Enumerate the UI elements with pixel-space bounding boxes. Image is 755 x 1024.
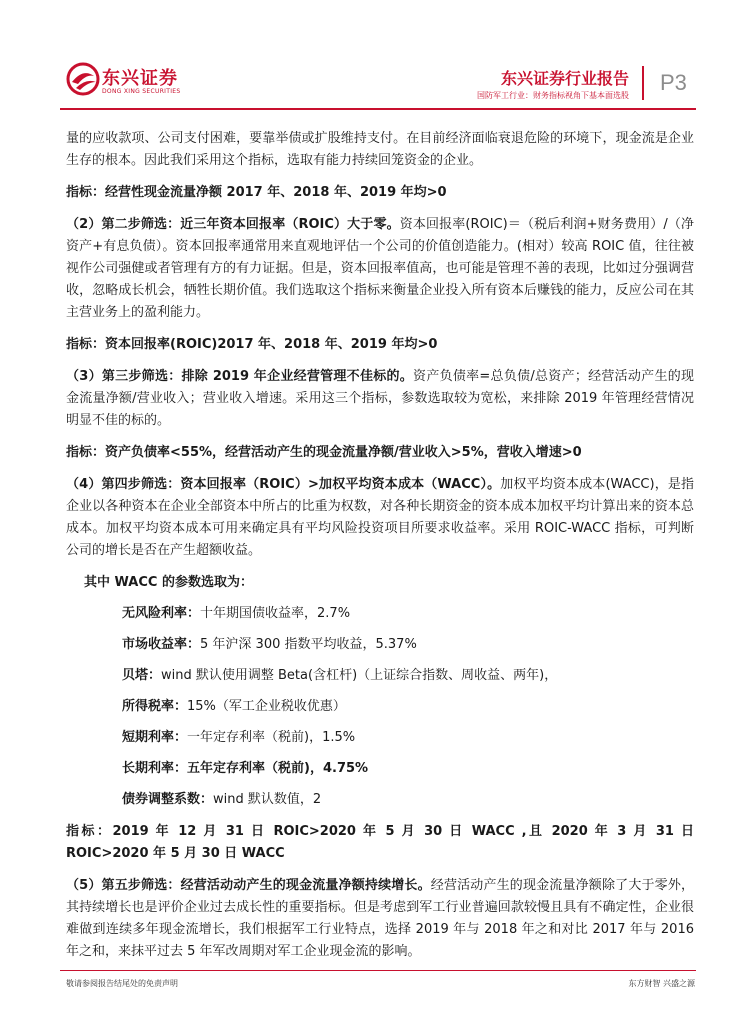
step-3-paragraph (66, 366, 694, 432)
param-label: 市场收益率： (122, 637, 201, 652)
param-beta (66, 665, 694, 687)
step-2-heading: （2）第二步筛选：近三年资本回报率（ROIC）大于零。 (66, 217, 400, 232)
step-4-heading: （4）第四步筛选：资本回报率（ROIC）>加权平均资本成本（WACC）。 (66, 477, 501, 492)
logo-name: 东兴证券 (102, 68, 178, 89)
param-value: 15%（军工企业税收优惠） (187, 699, 346, 714)
step-4-paragraph (66, 474, 694, 562)
param-bond-adjust (66, 789, 694, 811)
param-market-return (66, 634, 694, 656)
header-divider (642, 66, 644, 100)
footer-disclaimer: 敬请参阅报告结尾处的免责声明 (66, 979, 178, 988)
indicator-3: 指标：资产负债率<55%，经营活动产生的现金流量净额/营业收入>5%，营收入增速>0 (66, 445, 582, 460)
param-tax-rate (66, 696, 694, 718)
paragraph-cashflow: 量的应收款项、公司支付困难，要靠举债或扩股维持支付。在目前经济面临衰退危险的环境下，现金流是企业生存的根本。因此我们采用这个指标，选取有能力持续回笼资金的企业。 (66, 131, 694, 168)
indicator-4: 指标：2019 年 12 月 31 日 ROIC>2020 年 5 月 30 日 WACC ,且 2020 年 3 月 31 日 ROIC>2020 年 5 月 30 日 WACC (66, 824, 694, 861)
step-3-heading: （3）第三步筛选：排除 2019 年企业经营管理不佳标的。 (66, 369, 414, 384)
param-label: 短期利率： (122, 730, 188, 745)
param-value: 一年定存利率（税前)，1.5% (187, 730, 356, 745)
param-long-rate (66, 758, 694, 780)
page-number: P3 (660, 70, 687, 95)
param-label: 债券调整系数： (122, 792, 214, 807)
param-value: 十年期国债收益率，2.7% (200, 606, 351, 621)
footer-slogan: 东方财智 兴盛之源 (628, 979, 695, 988)
indicator-2: 指标：资本回报率(ROIC)2017 年、2018 年、2019 年均>0 (66, 337, 438, 352)
param-label: 所得税率： (122, 699, 188, 714)
document-body (66, 128, 694, 963)
step-2-paragraph (66, 214, 694, 324)
wacc-params-list (66, 603, 694, 811)
param-risk-free (66, 603, 694, 625)
param-short-rate (66, 727, 694, 749)
wacc-params-intro: 其中 WACC 的参数选取为： (84, 575, 253, 590)
param-label: 无风险利率： (122, 606, 201, 621)
footer-rule (60, 970, 696, 971)
indicator-1: 指标：经营性现金流量净额 2017 年、2018 年、2019 年均>0 (66, 185, 447, 200)
param-value: wind 默认使用调整 Beta(含杠杆)（上证综合指数、周收益、两年)， (161, 668, 558, 683)
step-5-heading: （5）第五步筛选：经营活动动产生的现金流量净额持续增长。 (66, 878, 431, 893)
report-subtitle: 国防军工行业：财务指标视角下基本面选股 (477, 91, 629, 100)
param-value: 五年定存利率（税前)，4.75% (187, 761, 369, 776)
param-value: wind 默认数值，2 (213, 792, 322, 807)
param-value: 5 年沪深 300 指数平均收益，5.37% (200, 637, 417, 652)
logo-subtitle: DONG XING SECURITIES (102, 88, 181, 95)
param-label: 长期利率： (122, 761, 188, 776)
step-4-text: 加权平均资本成本(WACC)，是指企业以各种资本在企业全部资本中所占的比重为权数，对各种长期资金的资本成本加权平均计算出来的资本总成本。加权平均资本成本可用来确定具有平均风险投资项目所要求收益率。采用 ROIC-WACC 指标，可判断公司的增长是否在产生超额收益。 (66, 477, 694, 558)
report-title: 东兴证券行业报告 (500, 69, 629, 88)
header-rule (60, 108, 696, 110)
step-2-text: 资本回报率(ROIC)＝（税后利润+财务费用）/（净资产+有息负债）。资本回报率通常用来直观地评估一个公司的价值创造能力。(相对）较高 ROIC 值，往往被视作公司强健或者管理有方的有力证据。但是，资本回报率值高，也可能是管理不善的表现，比如过分强调营收，忽略成长机会，牺牲长期价值。我们选取这个指标来衡量企业投入所有资本后赚钱的能力，反应公司在其主营业务上的盈利能力。 (66, 217, 694, 320)
step-3-text: 资产负债率=总负债/总资产；经营活动产生的现金流量净额/营业收入；营业收入增速。采用这三个指标，参数选取较为宽松，来排除 2019 年管理经营情况明显不佳的标的。 (66, 369, 694, 428)
step-5-paragraph (66, 875, 694, 963)
logo-emblem-icon (66, 62, 100, 96)
page-header (0, 0, 755, 112)
company-logo (66, 62, 181, 106)
param-label: 贝塔： (122, 668, 162, 683)
step-5-text: 经营活动产生的现金流量净额除了大于零外，其持续增长也是评价企业过去成长性的重要指标。但是考虑到军工行业普遍回款较慢且具有不确定性，企业很难做到连续多年现金流增长，我们根据军工行业特点，选择 2019 年与 2018 年之和对比 2017 年与 2016 年之和，来抹平过去 5 年军改周期对军工企业现金流的影响。 (66, 878, 694, 959)
